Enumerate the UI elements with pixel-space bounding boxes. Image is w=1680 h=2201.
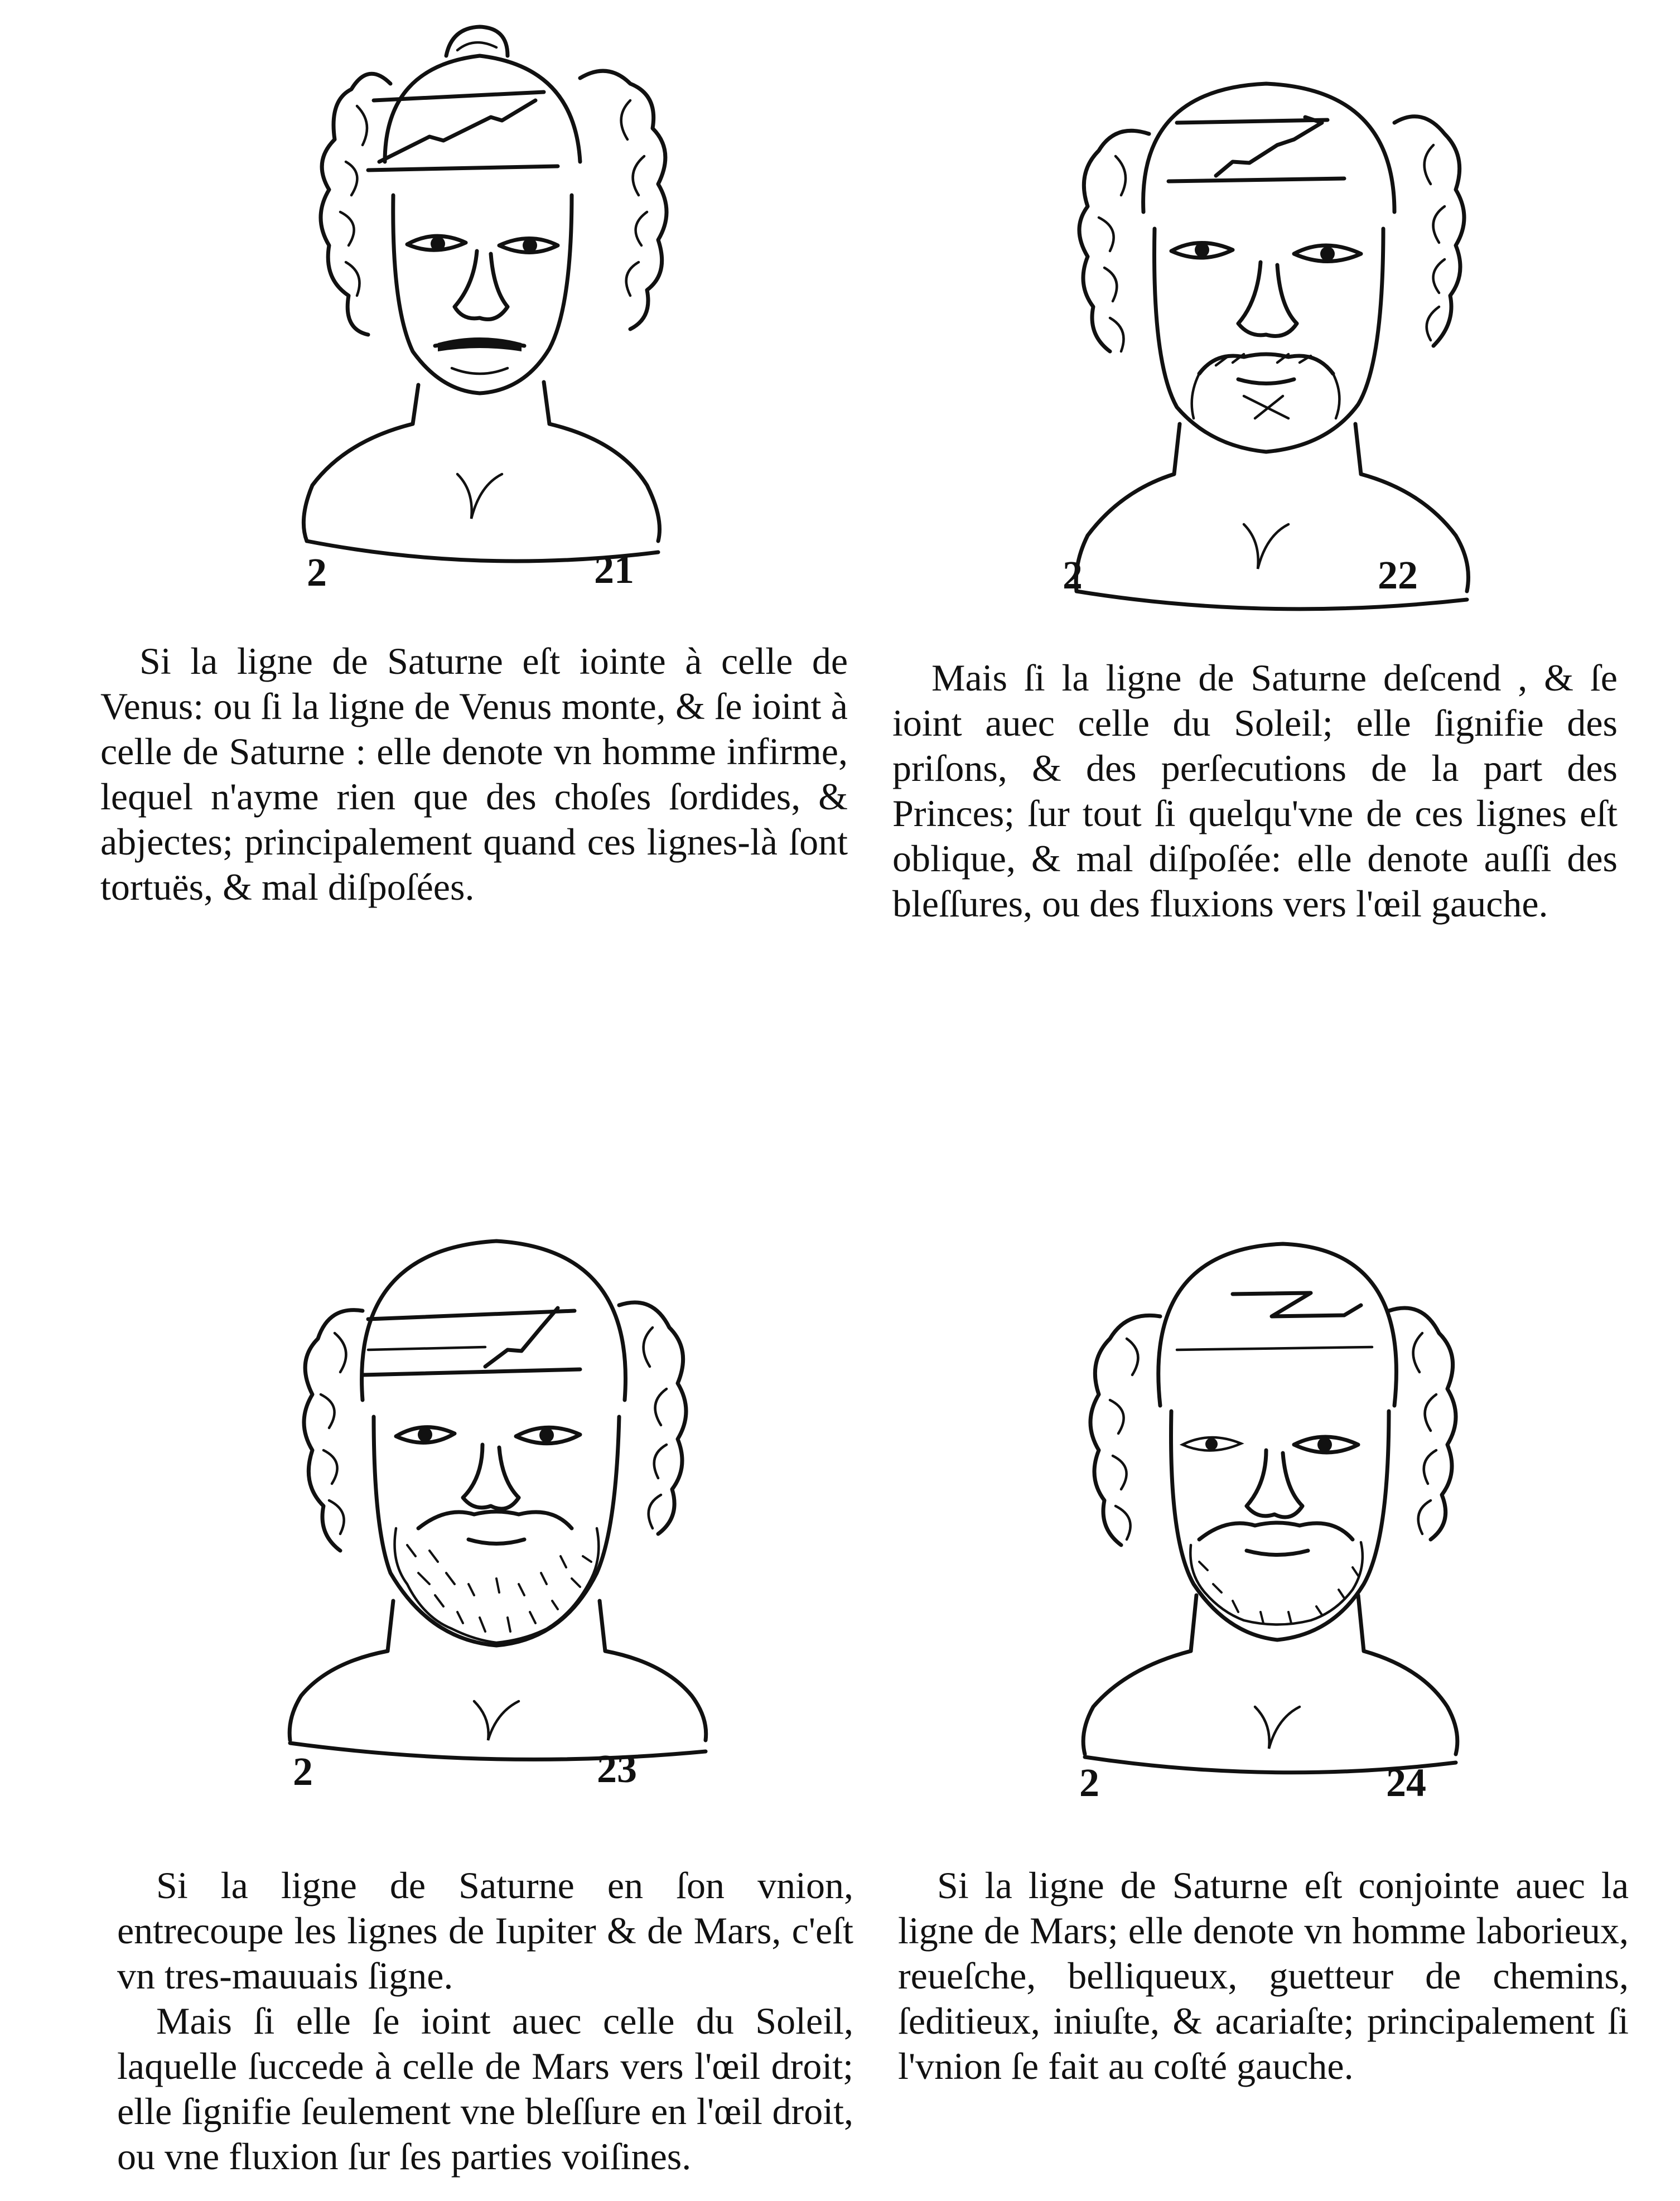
caption-24 [898,1863,1629,2089]
face-engraving-23 [262,1216,764,1785]
face-engraving-24 [1032,1227,1534,1796]
caption-paragraph: Si la ligne de Saturne en ſon vnion, entrecoupe les lignes de Iupiter & de Mars, c'eſt vn tres-mauuais ſigne. [117,1864,853,1997]
figure-plate-22 [1032,61,1534,630]
plate-series-number: 2 [293,1749,313,1794]
face-engraving-21 [245,17,747,586]
face-engraving-22 [1032,61,1534,630]
caption-23 [117,1863,853,2179]
caption-paragraph: Si la ligne de Saturne eſt iointe à celle de Venus: ou ſi la ligne de Venus monte, & ſe ioint à celle de Saturne : elle denote vn homme infirme, lequel n'ayme rien que des choſes ſordides, & abjectes; principalement quand ces lignes-là ſont tortuës, & mal diſpoſées. [100,640,848,908]
caption-21 [100,639,848,910]
plate-series-number: 2 [1079,1760,1099,1805]
plate-figure-number: 22 [1378,553,1418,597]
figure-plate-24 [1032,1227,1534,1805]
caption-22 [892,655,1618,926]
plate-series-number: 2 [1063,553,1083,597]
plate-figure-number: 24 [1386,1760,1426,1805]
plate-figure-number: 23 [597,1746,637,1791]
caption-paragraph: Si la ligne de Saturne eſt conjointe auec la ligne de Mars; elle denote vn homme laborieux, reueſche, belliqueux, guetteur de chemins, ſeditieux, iniuſte, & acariaſte; principalement ſi l'vnion ſe fait au coſté gauche. [898,1864,1629,2087]
plate-series-number: 2 [307,550,327,595]
caption-paragraph: Mais ſi la ligne de Saturne deſcend , & ſe ioint auec celle du Soleil; elle ſignifie des priſons, & des perſecutions de la part des Princes; ſur tout ſi quelqu'vne de ces lignes eſt oblique, & mal diſpoſée: elle denote auſſi des bleſſures, ou des fluxions vers l'œil gauche. [892,657,1618,925]
figure-plate-21 [245,17,747,595]
plate-figure-number: 21 [594,547,634,592]
figure-plate-23 [262,1216,764,1794]
caption-paragraph: Mais ſi elle ſe ioint auec celle du Soleil, laquelle ſuccede à celle de Mars vers l'œil droit; elle ſignifie ſeulement vne bleſſure en l'œil droit, ou vne fluxion ſur ſes parties voiſines. [117,2000,853,2178]
